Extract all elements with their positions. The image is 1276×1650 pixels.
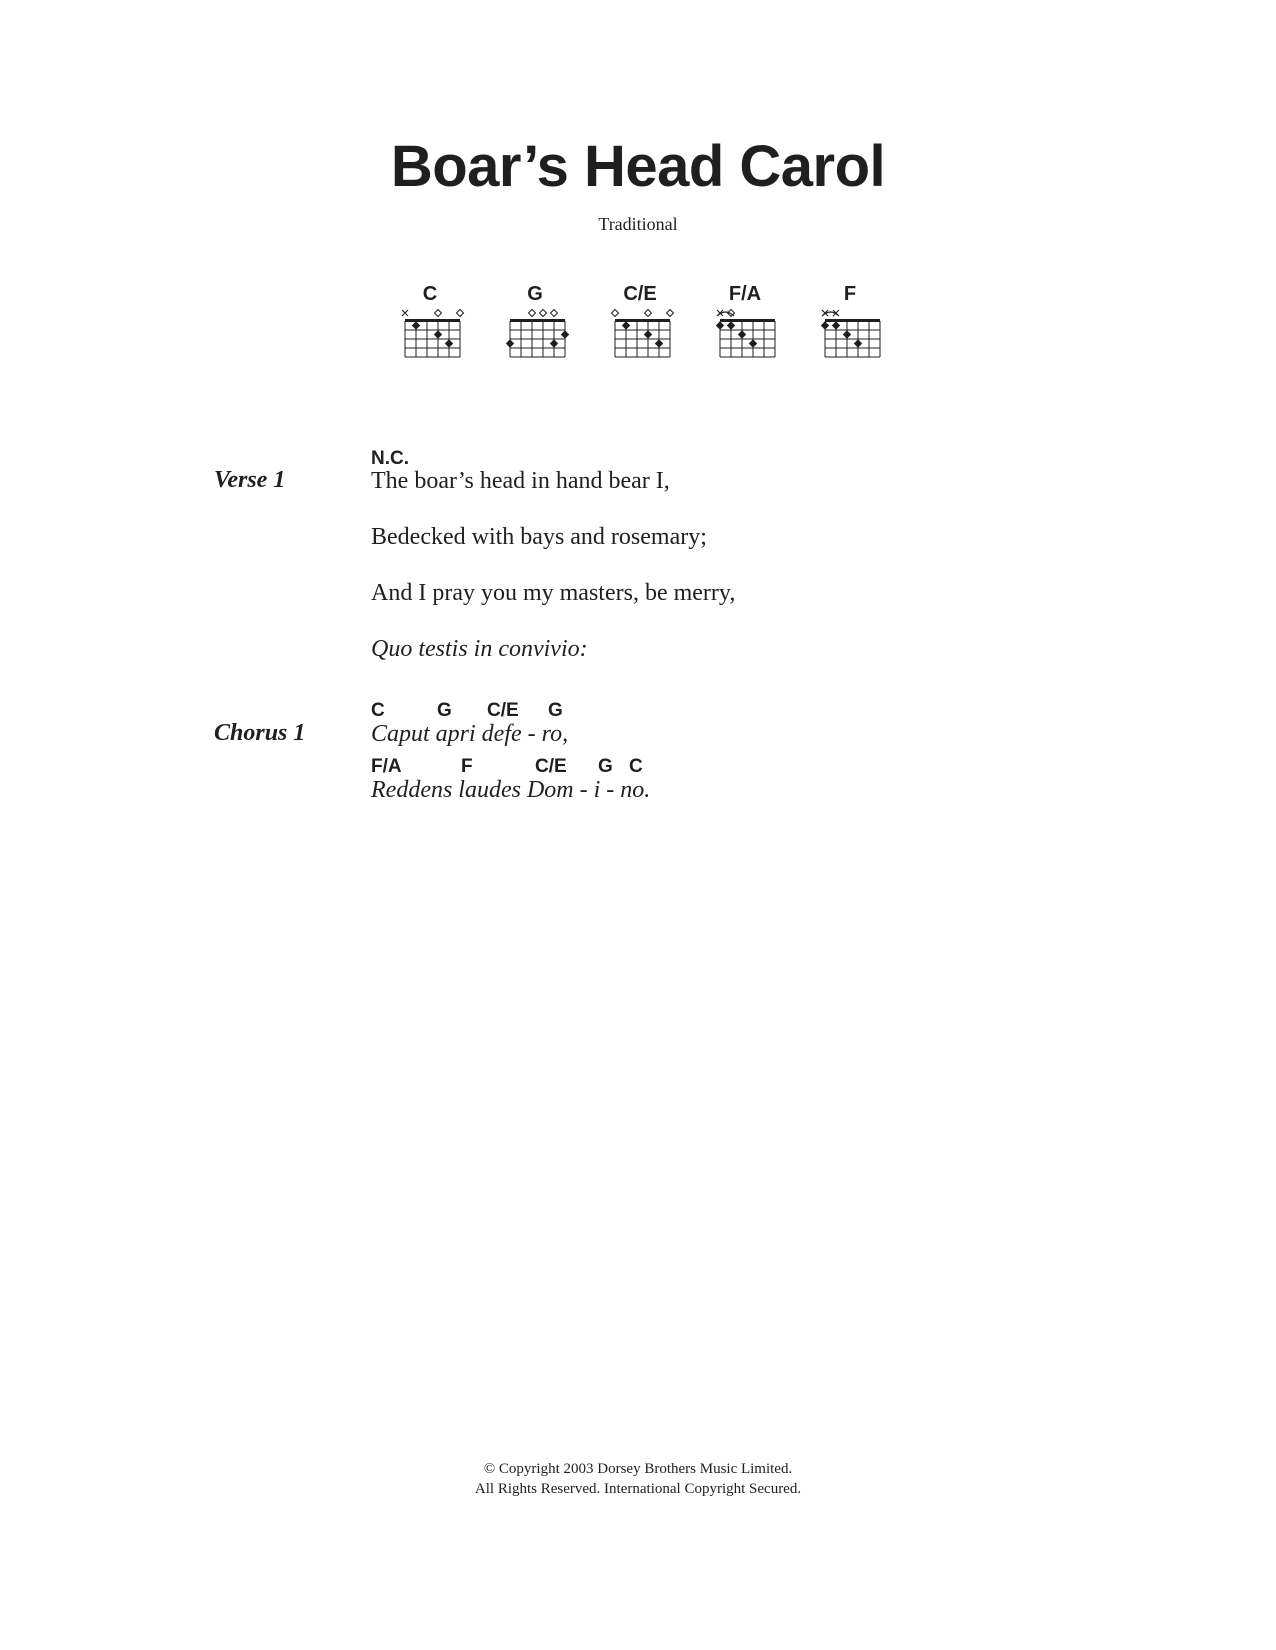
chord-symbol: F [461, 756, 473, 777]
chord-diagram-grid [605, 306, 675, 366]
open-string-marker [551, 310, 558, 317]
chord-diagram-name: C [422, 283, 438, 305]
chord-diagram-grid [710, 306, 780, 366]
chord-diagram-grid [500, 306, 570, 366]
finger-dot [655, 339, 663, 347]
song-title: Boar’s Head Carol [390, 134, 886, 199]
chord-diagram-name: G [527, 283, 543, 305]
lyric-line: And I pray you my masters, be merry, [371, 580, 736, 606]
muted-string-marker [402, 310, 408, 316]
nut [405, 319, 460, 322]
song-composer: Traditional [598, 214, 678, 234]
finger-dot [821, 321, 829, 329]
open-string-marker [612, 310, 619, 317]
finger-dot [561, 330, 569, 338]
copyright-line: All Rights Reserved. International Copyright Secured. [474, 1481, 802, 1497]
finger-dot [622, 321, 630, 329]
open-string-marker [529, 310, 536, 317]
lyric-line: Bedecked with bays and rosemary; [371, 524, 707, 550]
finger-dot [843, 330, 851, 338]
copyright-line: © Copyright 2003 Dorsey Brothers Music Limited. [483, 1461, 793, 1477]
chord-symbol: C/E [535, 756, 567, 777]
chord-diagram-grid [815, 306, 885, 366]
finger-dot [644, 330, 652, 338]
nut [510, 319, 565, 322]
finger-dot [738, 330, 746, 338]
chord-diagram-g [500, 284, 570, 364]
lyric-line: Quo testis in convivio: [371, 636, 588, 662]
section-label-verse-1: Verse 1 [214, 467, 286, 493]
finger-dot [434, 330, 442, 338]
finger-dot [749, 339, 757, 347]
finger-dot [445, 339, 453, 347]
chord-symbol: C [629, 756, 643, 777]
chord-diagram-f [815, 284, 885, 364]
chord-symbol: N.C. [371, 448, 409, 469]
open-string-marker [667, 310, 674, 317]
chord-symbol: G [598, 756, 613, 777]
lyric-line: Reddens laudes Dom - i - no. [371, 777, 651, 803]
chord-diagram-name: C/E [623, 283, 657, 305]
finger-dot [727, 321, 735, 329]
finger-dot [832, 321, 840, 329]
finger-dot [550, 339, 558, 347]
open-string-marker [457, 310, 464, 317]
finger-dot [506, 339, 514, 347]
chord-symbol: G [437, 700, 452, 721]
chord-diagram-f-a [710, 284, 780, 364]
chord-symbol: G [548, 700, 563, 721]
finger-dot [412, 321, 420, 329]
chord-symbol: C/E [487, 700, 519, 721]
nut [825, 319, 880, 322]
chord-diagram-name: F [843, 283, 857, 305]
finger-dot [716, 321, 724, 329]
section-label-chorus-1: Chorus 1 [214, 720, 306, 746]
chord-diagram-grid [395, 306, 465, 366]
lyric-line: Caput apri defe - ro, [371, 721, 569, 747]
open-string-marker [435, 310, 442, 317]
chord-diagram-name: F/A [728, 283, 762, 305]
nut [720, 319, 775, 322]
finger-dot [854, 339, 862, 347]
chord-symbol: F/A [371, 756, 402, 777]
chord-symbol: C [371, 700, 385, 721]
open-string-marker [540, 310, 547, 317]
chord-diagram-c [395, 284, 465, 364]
nut [615, 319, 670, 322]
chord-diagram-c-e [605, 284, 675, 364]
open-string-marker [645, 310, 652, 317]
lyric-line: The boar’s head in hand bear I, [371, 468, 670, 494]
